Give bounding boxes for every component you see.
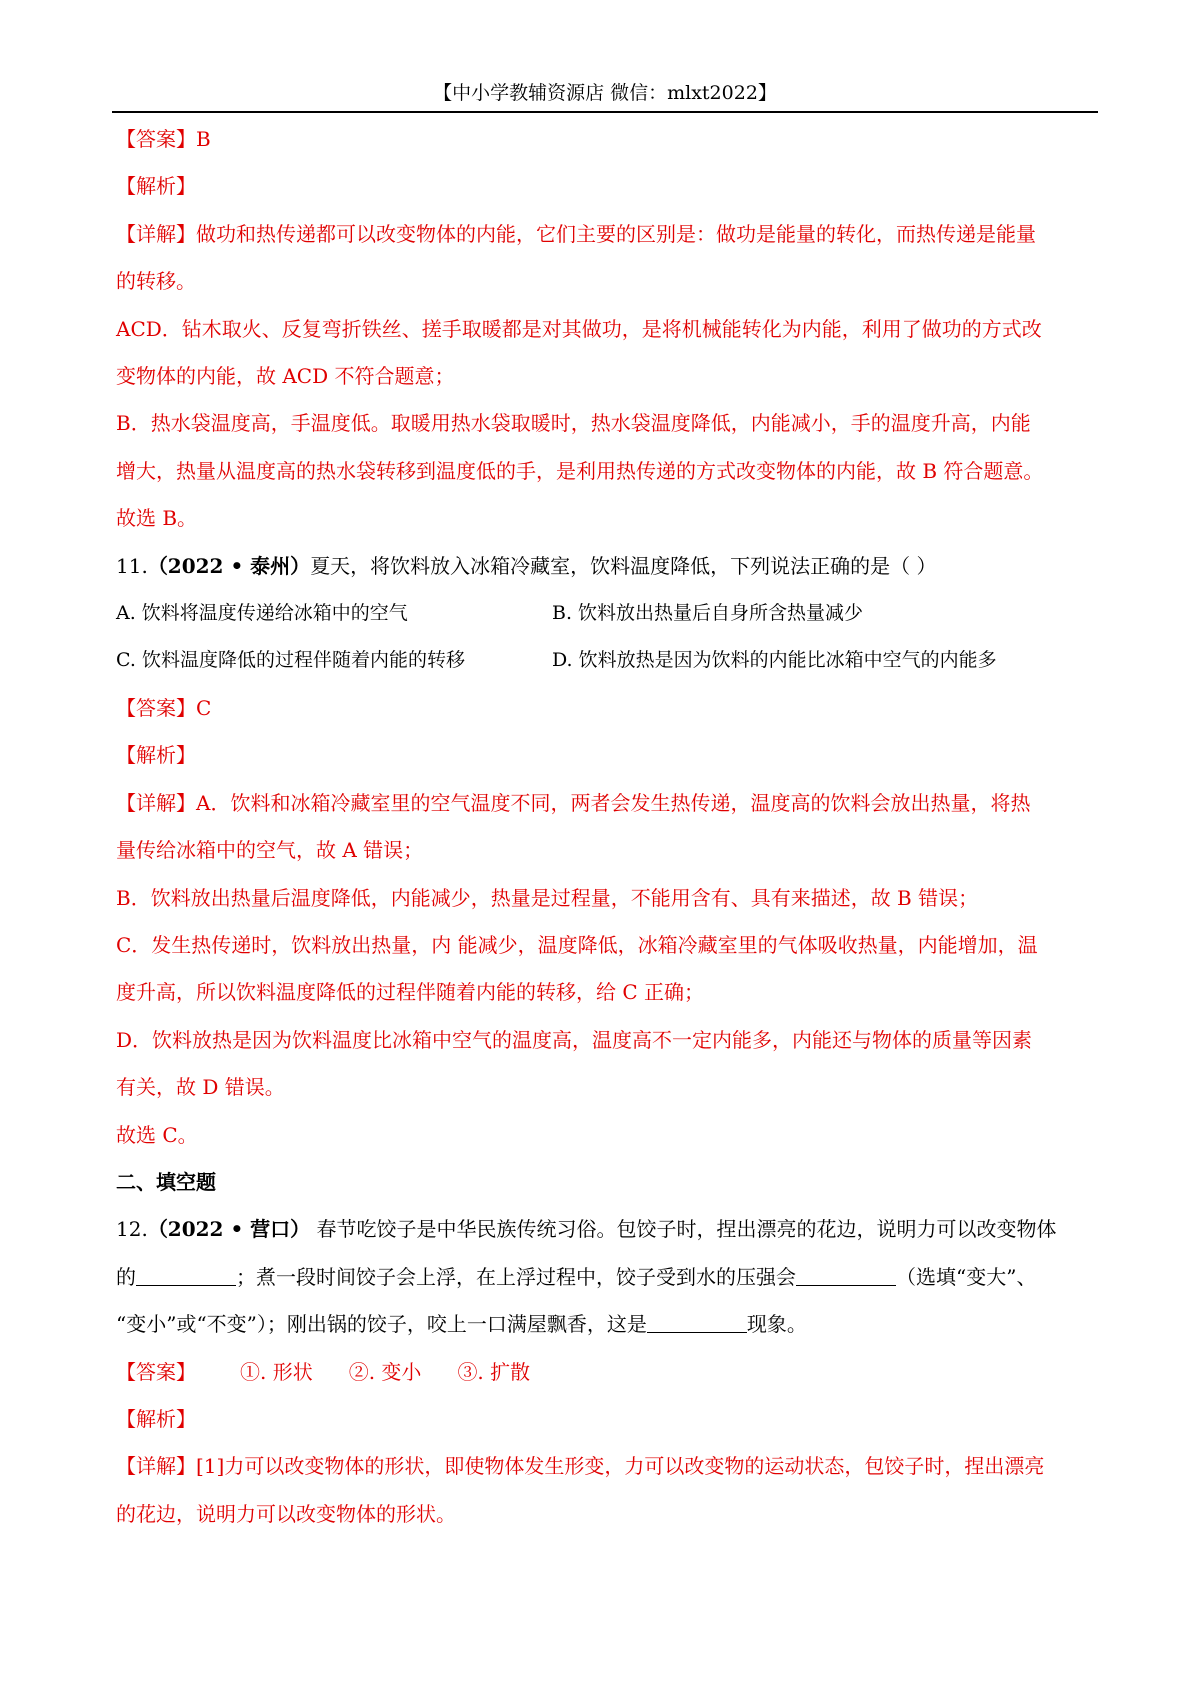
q11-detail-line: 故选 C。 — [116, 1122, 198, 1147]
q11-detail-line: C．发生热传递时，饮料放出热量，内 能减少，温度降低，冰箱冷藏室里的气体吸收热量，内能增加，温 — [116, 932, 1038, 957]
q12-detail-line: 的花边，说明力可以改变物体的形状。 — [116, 1501, 456, 1526]
q10-detail-line: B．热水袋温度高，手温度低。取暖用热水袋取暖时，热水袋温度降低，内能减小，手的温度升高，内能 — [116, 411, 1031, 436]
q11-option-b: B. 饮料放出热量后自身所含热量减少 — [552, 602, 864, 625]
answer-blank-2 — [796, 1267, 896, 1286]
q11-option-d: D. 饮料放热是因为饮料的内能比冰箱中空气的内能多 — [552, 649, 997, 672]
q12-analysis-label: 【解析】 — [116, 1406, 196, 1431]
header-divider — [112, 111, 1098, 113]
q12-answer: 【答案】 ①. 形状 ②. 变小 ③. 扩散 — [116, 1359, 531, 1384]
q11-options-row-1 — [116, 590, 1096, 637]
q10-detail-line: 故选 B。 — [116, 506, 198, 531]
q12-stem-line: 的 ；煮一段时间饺子会上浮，在上浮过程中，饺子受到水的压强会 （选填“变大”、 — [116, 1264, 1037, 1289]
q11-stem: 11.（2022 • 泰州）夏天，将饮料放入冰箱冷藏室，饮料温度降低，下列说法正确的是（ ） — [116, 553, 937, 578]
q11-detail-line: D．饮料放热是因为饮料温度比冰箱中空气的温度高，温度高不一定内能多，内能还与物体的质量等因素 — [116, 1027, 1033, 1052]
q12-detail-line: 【详解】[1]力可以改变物体的形状，即使物体发生形变，力可以改变物的运动状态，包饺子时，捏出漂亮 — [116, 1454, 1045, 1479]
q11-detail-line: B．饮料放出热量后温度降低，内能减少，热量是过程量，不能用含有、具有来描述，故 B 错误； — [116, 885, 979, 910]
q10-detail-line: 变物体的内能，故 ACD 不符合题意； — [116, 364, 455, 389]
section-title: 二、填空题 — [116, 1169, 216, 1194]
q11-answer: 【答案】C — [116, 695, 212, 720]
q12-stem-line: 12.（2022 • 营口） 春节吃饺子是中华民族传统习俗。包饺子时，捏出漂亮的花边，说明力可以改变物体 — [116, 1217, 1057, 1242]
q11-analysis-label: 【解析】 — [116, 743, 196, 768]
q11-detail-line: 有关，故 D 错误。 — [116, 1075, 285, 1100]
q10-detail-line: ACD．钻木取火、反复弯折铁丝、搓手取暖都是对其做功，是将机械能转化为内能，利用了做功的方式改 — [116, 316, 1042, 341]
q10-analysis-label: 【解析】 — [116, 174, 196, 199]
q11-options-row-2 — [116, 637, 1096, 684]
page-content — [116, 116, 1096, 1538]
q10-answer: 【答案】B — [116, 127, 211, 151]
q12-stem-line: “变小”或“不变”）；刚出锅的饺子，咬上一口满屋飘香，这是 现象。 — [116, 1312, 807, 1337]
q11-detail-line: 量传给冰箱中的空气，故 A 错误； — [116, 838, 424, 863]
q10-detail-line: 增大，热量从温度高的热水袋转移到温度低的手，是利用热传递的方式改变物体的内能，故 B 符合题意。 — [116, 458, 1044, 483]
answer-blank-3 — [647, 1314, 747, 1333]
q10-detail-line: 的转移。 — [116, 269, 196, 294]
q11-detail-line: 【详解】A．饮料和冰箱冷藏室里的空气温度不同，两者会发生热传递，温度高的饮料会放出热量，将热 — [116, 790, 1031, 815]
q10-detail-line: 【详解】做功和热传递都可以改变物体的内能，它们主要的区别是：做功是能量的转化，而热传递是能量 — [116, 221, 1036, 246]
q11-option-c: C. 饮料温度降低的过程伴随着内能的转移 — [116, 649, 465, 672]
page-header: 【中小学教辅资源店 微信：mlxt2022】 — [433, 82, 777, 104]
q11-detail-line: 度升高，所以饮料温度降低的过程伴随着内能的转移，给 C 正确； — [116, 980, 705, 1005]
answer-blank-1 — [136, 1267, 236, 1286]
q11-option-a: A. 饮料将温度传递给冰箱中的空气 — [116, 602, 408, 625]
